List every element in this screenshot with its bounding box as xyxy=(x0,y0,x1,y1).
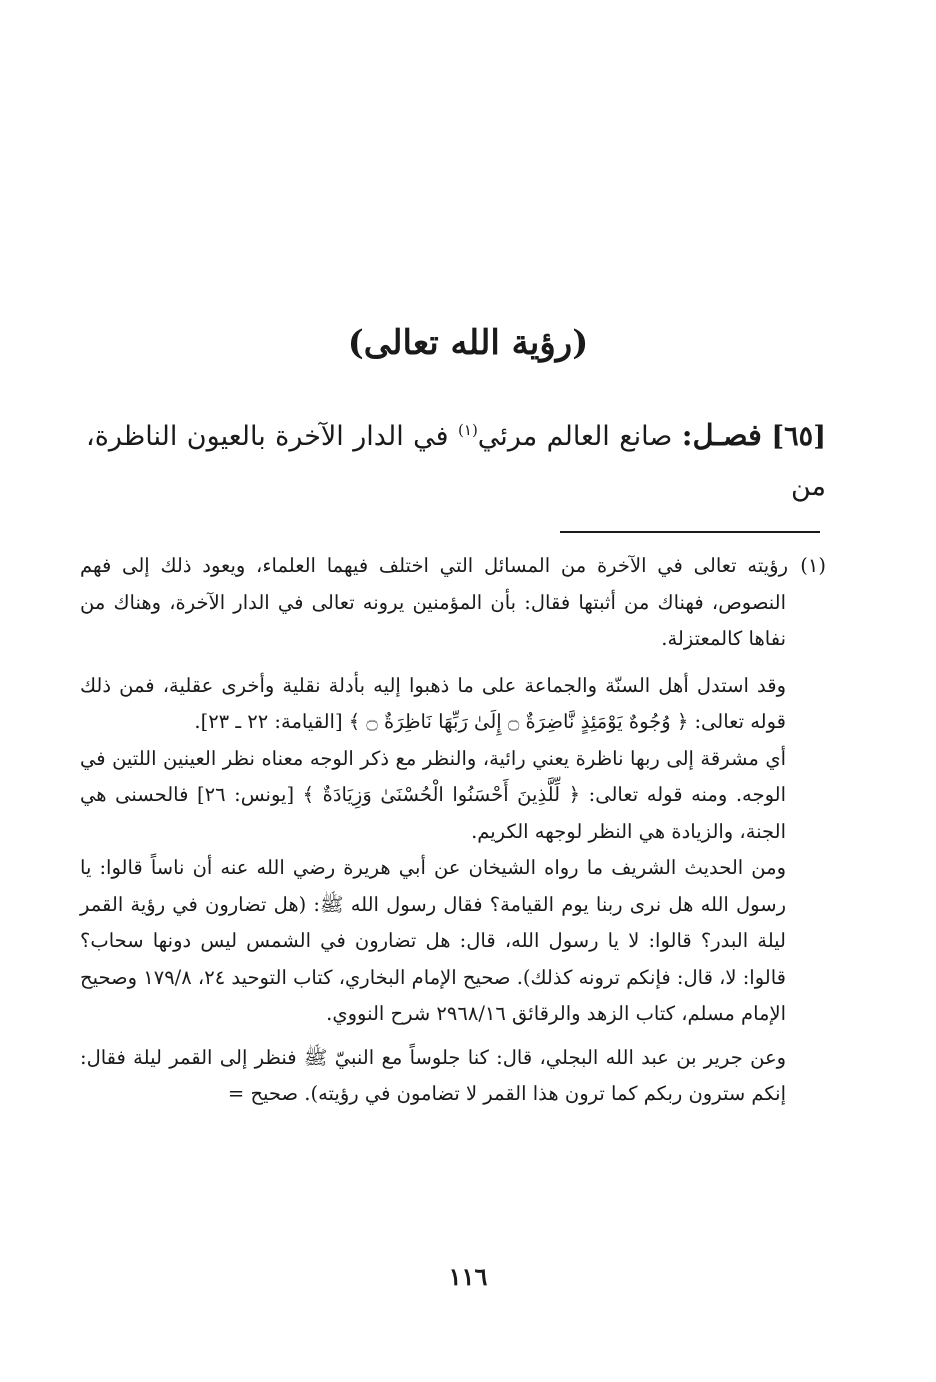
footnote-reference[interactable]: (١) xyxy=(458,421,478,439)
section-text-start: صانع العالم مرئي xyxy=(477,421,673,452)
footnote-paragraph-3: أي مشرقة إلى ربها ناظرة يعني رائية، والنظر مع ذكر الوجه معناه نظر العينين اللتين في الوجه. ومنه قوله تعالى: ﴿ لِّلَّذِينَ أَحْسَنُوا الْحُسْنَىٰ وَزِيَادَةٌ ﴾ [يونس: ٢٦] فالحسنى هي الجنة، والزيادة هي النظر لوجهه الكريم. xyxy=(80,746,786,843)
footnote-paragraph-1 xyxy=(80,548,826,658)
footnote-block xyxy=(80,548,826,1113)
section-paragraph xyxy=(86,410,826,512)
section-text-end: في الدار الآخرة بالعيون الناظرة، من xyxy=(86,421,826,502)
footnote-marker: (١) xyxy=(800,554,826,577)
section-number: [٦٥] xyxy=(771,421,826,452)
footnote-paragraph-4: ومن الحديث الشريف ما رواه الشيخان عن أبي هريرة رضي الله عنه أن ناساً قالوا: يا رسول الله هل نرى ربنا يوم القيامة؟ فقال رسول الله ﷺ: (هل تضارون في رؤية القمر ليلة البدر؟ قالوا: لا يا رسول الله، قال: هل تضارون في الشمس ليس دونها سحاب؟ قالوا: لا، قال: فإنكم ترونه كذلك). صحيح الإمام البخاري، كتاب التوحيد ٢٤، ١٧٩/٨ وصحيح الإمام مسلم، كتاب الزهد والرقائق ٢٩٦٨/١٦ شرح النووي. xyxy=(80,856,787,1025)
footnote-paragraph-5: وعن جرير بن عبد الله البجلي، قال: كنا جلوساً مع النبيّ ﷺ فنظر إلى القمر ليلة فقال: إنكم سترون ربكم كما ترون هذا القمر لا تضامون في رؤيته). صحيح = xyxy=(80,1045,786,1105)
footnote-paragraph-2: وقد استدل أهل السنّة والجماعة على ما ذهبوا إليه بأدلة نقلية وأخرى عقلية، فمن ذلك قوله تعالى: ﴿ وُجُوهٌ يَوْمَئِذٍ نَّاضِرَةٌ ۝ إِلَىٰ رَبِّهَا نَاظِرَةٌ ۝ ﴾ [القيامة: ٢٢ ـ ٢٣]. xyxy=(80,673,786,733)
section-label: فصـل: xyxy=(681,418,762,452)
page-number: ١١٦ xyxy=(448,1262,488,1291)
chapter-title: (رؤية الله تعالى) xyxy=(347,323,589,363)
footnote-divider xyxy=(560,531,820,533)
footnote-text-1: رؤيته تعالى في الآخرة من المسائل التي اختلف فيهما العلماء، ويعود ذلك إلى فهم النصوص، فهناك من أثبتها فقال: بأن المؤمنين يرونه تعالى في الدار الآخرة، وهناك من نفاها كالمعتزلة. xyxy=(80,554,788,650)
